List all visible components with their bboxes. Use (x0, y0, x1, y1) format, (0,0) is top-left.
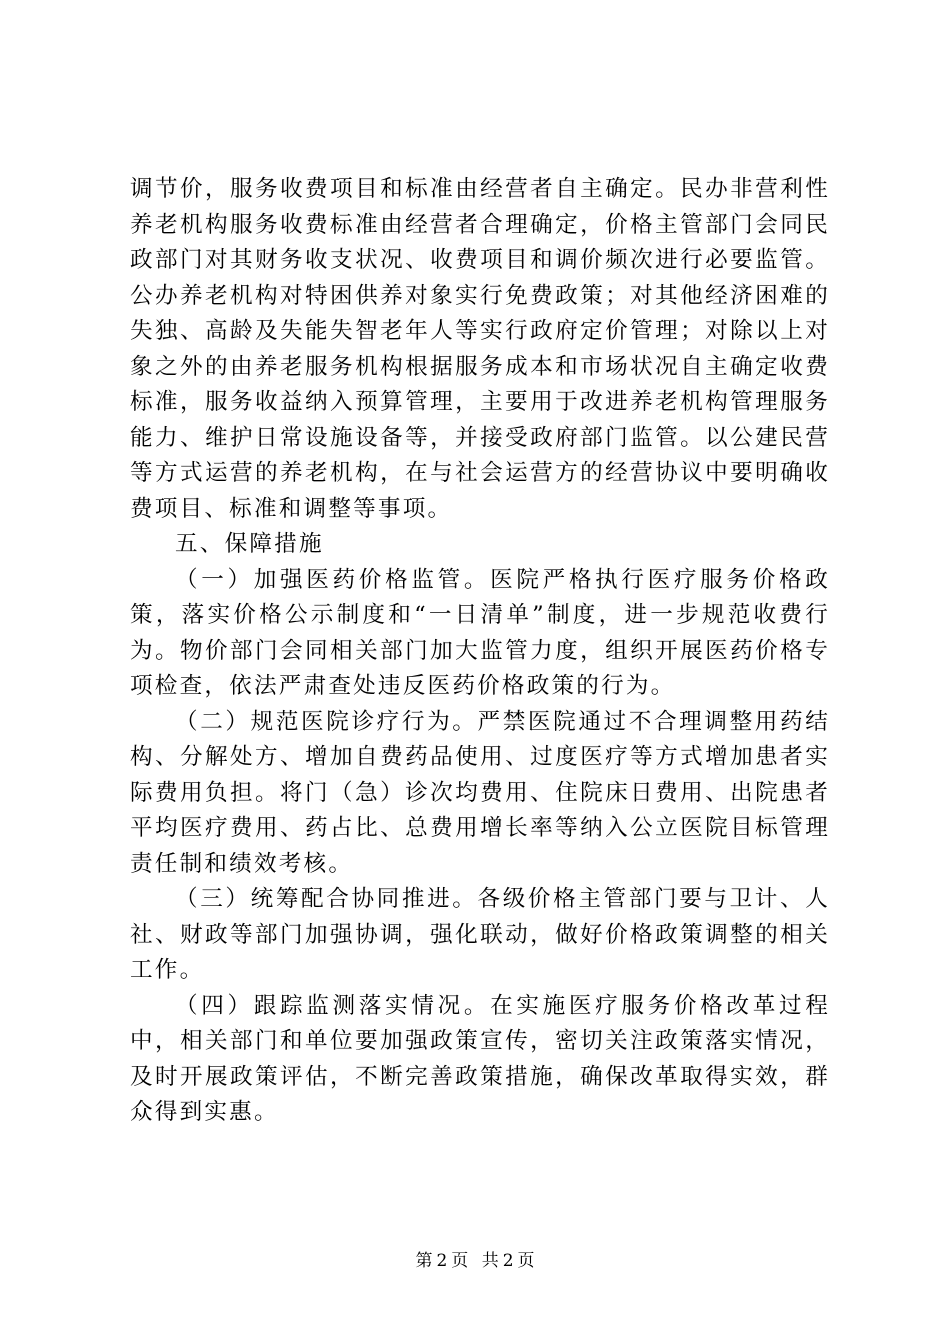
page-number: 2 (436, 1251, 448, 1271)
total-suffix: 页 (517, 1251, 535, 1271)
total-pages-label (480, 1251, 537, 1271)
total-prefix: 共 (481, 1251, 499, 1271)
page-prefix: 第 (415, 1251, 433, 1271)
paragraph-measure-1: （一）加强医药价格监管。医院严格执行医疗服务价格政策，落实价格公示制度和“一日清单”制度，进一步规范收费行为。物价部门会同相关部门加大监管力度，组织开展医药价格专项检查，依法严肃查处违反医药价格政策的行为。 (130, 566, 830, 699)
paragraph-measure-2: （二）规范医院诊疗行为。严禁医院通过不合理调整用药结构、分解处方、增加自费药品使用、过度医疗等方式增加患者实际费用负担。将门（急）诊次均费用、住院床日费用、出院患者平均医疗费用、药占比、总费用增长率等纳入公立医院目标管理责任制和绩效考核。 (130, 708, 830, 877)
paragraph-continuation: 调节价，服务收费项目和标准由经营者自主确定。民办非营利性养老机构服务收费标准由经营者合理确定，价格主管部门会同民政部门对其财务收支状况、收费项目和调价频次进行必要监管。公办养老机构对特困供养对象实行免费政策；对其他经济困难的失独、高龄及失能失智老年人等实行政府定价管理；对除以上对象之外的由养老服务机构根据服务成本和市场状况自主确定收费标准，服务收益纳入预算管理，主要用于改进养老机构管理服务能力、维护日常设施设备等，并接受政府部门监管。以公建民营等方式运营的养老机构，在与社会运营方的经营协议中要明确收费项目、标准和调整等事项。 (130, 176, 830, 522)
paragraph-measure-4: （四）跟踪监测落实情况。在实施医疗服务价格改革过程中，相关部门和单位要加强政策宣传，密切关注政策落实情况，及时开展政策评估，不断完善政策措施，确保改革取得实效，群众得到实惠。 (130, 992, 830, 1125)
document-body (130, 172, 830, 1131)
page-number-label (413, 1251, 470, 1271)
page-suffix: 页 (451, 1251, 469, 1271)
page-footer (0, 1246, 950, 1271)
total-pages: 2 (502, 1251, 514, 1271)
paragraph-measure-3: （三）统筹配合协同推进。各级价格主管部门要与卫计、人社、财政等部门加强协调，强化联动，做好价格政策调整的相关工作。 (130, 886, 830, 983)
section-heading-safeguards: 五、保障措施 (175, 531, 324, 557)
